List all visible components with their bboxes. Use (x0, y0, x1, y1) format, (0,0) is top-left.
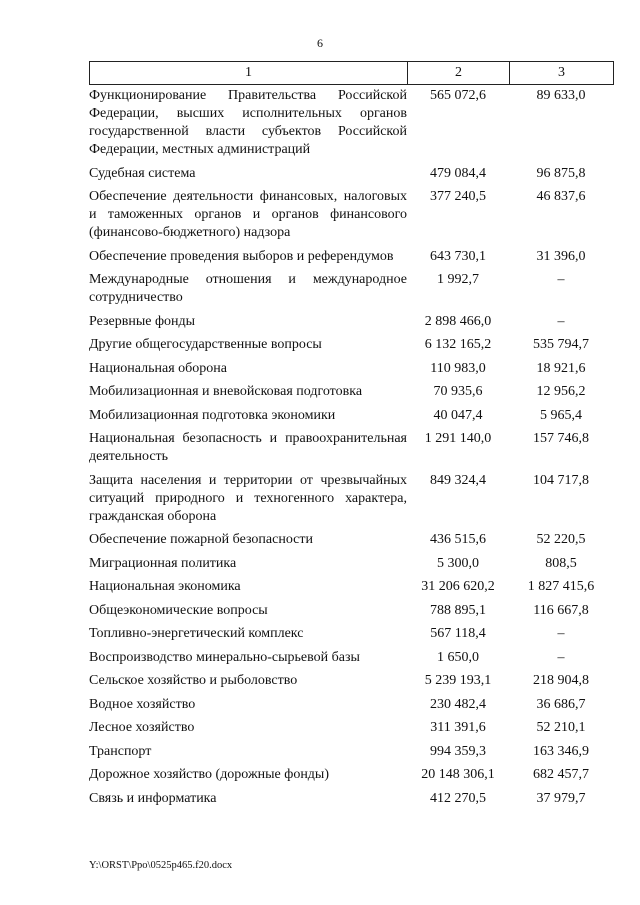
row-value-col2: 70 935,6 (433, 384, 483, 399)
table-row (89, 430, 613, 472)
row-value-col3: 52 210,1 (536, 720, 586, 735)
row-label: Топливно-энергетический комплекс (89, 626, 304, 641)
table-row (89, 578, 613, 602)
row-label: Мобилизационная и вневойсковая подготовка (89, 384, 363, 399)
row-value-col2: 1 992,7 (437, 272, 479, 287)
row-label: Транспорт (89, 743, 152, 759)
table-row (89, 336, 613, 360)
table-row (89, 766, 613, 790)
row-value-col3: – (557, 272, 565, 287)
table-row (89, 672, 613, 696)
row-label: Мобилизационная подготовка экономики (89, 407, 336, 423)
row-value-col3: – (557, 649, 565, 665)
row-label: Национальная оборона (89, 360, 227, 376)
row-value-col2: 788 895,1 (430, 602, 486, 618)
row-value-col3: 1 827 415,6 (527, 579, 595, 594)
row-value-col3: 96 875,8 (536, 165, 586, 181)
row-value-col3: 52 220,5 (536, 532, 586, 547)
row-value-col3: – (557, 313, 565, 329)
row-label: Защита населения и территории от чрезвычайных ситуаций природного и техногенного характера, гражданская оборона (89, 472, 407, 524)
table-row (89, 472, 613, 532)
header-col-3: 3 (510, 62, 614, 85)
table-row (89, 360, 613, 384)
row-value-col3: 89 633,0 (536, 88, 586, 103)
table-row (89, 383, 613, 407)
row-value-col2: 479 084,4 (430, 165, 486, 181)
row-value-col2: 565 072,6 (430, 88, 486, 103)
row-label: Дорожное хозяйство (дорожные фонды) (89, 767, 330, 782)
row-value-col3: 104 717,8 (533, 472, 589, 488)
row-value-col3: – (557, 626, 565, 641)
row-value-col2: 643 730,1 (430, 248, 486, 264)
row-value-col2: 6 132 165,2 (424, 337, 492, 352)
row-value-col3: 682 457,7 (533, 767, 589, 782)
row-value-col2: 567 118,4 (430, 626, 486, 641)
row-value-col2: 311 391,6 (430, 720, 486, 735)
row-value-col3: 157 746,8 (533, 431, 589, 446)
row-label: Лесное хозяйство (89, 720, 195, 735)
table-row (89, 696, 613, 720)
row-value-col2: 412 270,5 (430, 790, 486, 806)
table-row (89, 719, 613, 743)
table-row (89, 313, 613, 337)
table-row (89, 271, 613, 313)
row-label: Национальная экономика (89, 579, 241, 594)
row-label: Общеэкономические вопросы (89, 602, 268, 618)
row-value-col3: 163 346,9 (533, 743, 589, 759)
row-value-col3: 535 794,7 (533, 337, 589, 352)
table-row (89, 625, 613, 649)
table-row (89, 649, 613, 673)
row-value-col3: 12 956,2 (536, 384, 586, 399)
row-value-col2: 377 240,5 (430, 189, 486, 204)
row-value-col2: 2 898 466,0 (424, 313, 492, 329)
row-value-col3: 46 837,6 (536, 189, 586, 204)
row-value-col2: 110 983,0 (430, 360, 486, 376)
row-value-col3: 218 904,8 (533, 673, 589, 688)
row-value-col3: 5 965,4 (540, 407, 582, 423)
row-value-col3: 37 979,7 (536, 790, 586, 806)
row-value-col2: 31 206 620,2 (421, 579, 495, 594)
table-row (89, 188, 613, 248)
row-label: Национальная безопасность и правоохранительная деятельность (89, 431, 407, 464)
row-label: Миграционная политика (89, 555, 237, 571)
header-col-2: 2 (408, 62, 510, 85)
row-value-col2: 230 482,4 (430, 696, 486, 712)
row-label: Обеспечение пожарной безопасности (89, 532, 314, 547)
table-row (89, 531, 613, 555)
table-row (89, 87, 613, 165)
table-row (89, 165, 613, 189)
table-row (89, 555, 613, 579)
budget-table (89, 87, 613, 813)
row-value-col3: 808,5 (545, 555, 577, 571)
footer-file-path: Y:\ORST\Ppo\0525p465.f20.docx (89, 860, 233, 871)
table-header (89, 61, 614, 85)
page-number: 6 (317, 36, 323, 50)
row-value-col2: 1 650,0 (437, 649, 479, 665)
row-value-col2: 5 300,0 (437, 555, 479, 571)
header-row (90, 62, 614, 85)
row-value-col2: 20 148 306,1 (421, 767, 495, 782)
row-label: Обеспечение проведения выборов и референдумов (89, 248, 394, 264)
header-col-1: 1 (90, 62, 408, 85)
row-label: Международные отношения и международное сотрудничество (89, 272, 407, 305)
row-label: Связь и информатика (89, 790, 217, 806)
table-row (89, 602, 613, 626)
row-value-col2: 994 359,3 (430, 743, 486, 759)
table-row (89, 407, 613, 431)
row-value-col2: 40 047,4 (433, 407, 483, 423)
row-value-col3: 18 921,6 (536, 360, 586, 376)
row-label: Резервные фонды (89, 313, 196, 329)
row-value-col2: 849 324,4 (430, 472, 486, 488)
row-value-col3: 116 667,8 (533, 602, 589, 618)
row-value-col3: 36 686,7 (536, 696, 586, 712)
row-label: Обеспечение деятельности финансовых, налоговых и таможенных органов и органов финансового (финансово-бюджетного) надзора (89, 189, 407, 240)
row-label: Судебная система (89, 165, 196, 181)
row-value-col2: 5 239 193,1 (424, 673, 492, 688)
table-row (89, 248, 613, 272)
row-value-col2: 436 515,6 (430, 532, 486, 547)
row-label: Сельское хозяйство и рыболовство (89, 673, 298, 688)
row-label: Функционирование Правительства Российской Федерации, высших исполнительных органов государственной власти субъектов Российской Федерации, местных администраций (89, 88, 407, 157)
row-label: Воспроизводство минерально-сырьевой базы (89, 649, 360, 665)
table-row (89, 790, 613, 814)
row-value-col2: 1 291 140,0 (424, 431, 492, 446)
row-value-col3: 31 396,0 (536, 248, 586, 264)
row-label: Водное хозяйство (89, 696, 196, 712)
row-label: Другие общегосударственные вопросы (89, 337, 322, 352)
table-row (89, 743, 613, 767)
